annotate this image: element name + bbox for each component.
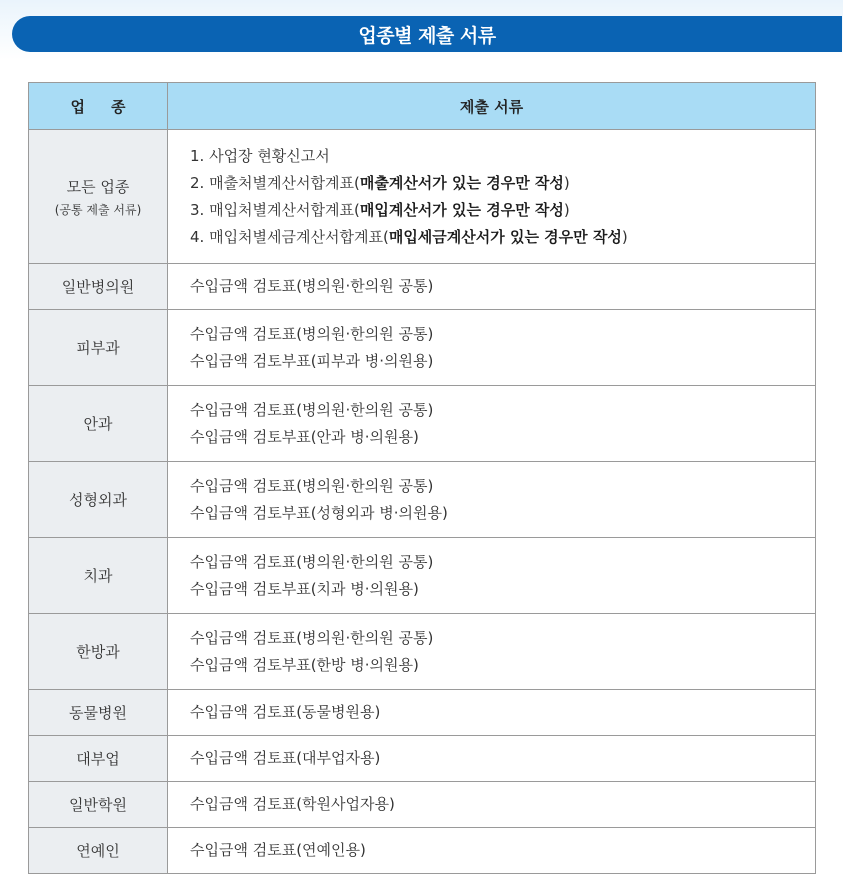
table-row xyxy=(29,264,816,310)
table-row xyxy=(29,614,816,690)
table-row-all-industries xyxy=(29,130,816,264)
industry-cell: 대부업 xyxy=(29,736,168,782)
document-line: 수입금액 검토표(연예인용) xyxy=(190,841,366,859)
industry-cell: 안과 xyxy=(29,386,168,462)
document-line: 수입금액 검토표(대부업자용) xyxy=(190,749,381,767)
document-line: 2. 매출처별계산서합계표(매출계산서가 있는 경우만 작성) xyxy=(190,173,570,192)
industry-cell: 피부과 xyxy=(29,310,168,386)
page-title: 업종별 제출 서류 xyxy=(12,16,842,52)
industry-cell: 치과 xyxy=(29,538,168,614)
documents-cell xyxy=(168,462,816,538)
document-line: 수입금액 검토부표(치과 병·의원용) xyxy=(190,579,419,598)
industry-label: 모든 업종 xyxy=(66,177,130,196)
documents-cell xyxy=(168,828,816,874)
document-line: 수입금액 검토표(학원사업자용) xyxy=(190,795,395,813)
document-line: 4. 매입처별세금계산서합계표(매입세금계산서가 있는 경우만 작성) xyxy=(190,227,628,246)
document-line: 수입금액 검토표(병의원·한의원 공통) xyxy=(190,476,434,495)
table-row xyxy=(29,736,816,782)
document-line: 1. 사업장 현황신고서 xyxy=(190,146,330,165)
industry-cell: 한방과 xyxy=(29,614,168,690)
document-line: 수입금액 검토표(병의원·한의원 공통) xyxy=(190,277,434,295)
table-row xyxy=(29,462,816,538)
documents-cell xyxy=(168,538,816,614)
industry-cell: 일반병의원 xyxy=(29,264,168,310)
document-line: 수입금액 검토부표(안과 병·의원용) xyxy=(190,427,419,446)
industry-cell: 연예인 xyxy=(29,828,168,874)
industry-cell: 동물병원 xyxy=(29,690,168,736)
documents-table xyxy=(28,82,816,874)
documents-cell xyxy=(168,386,816,462)
header-industry-char-2: 종 xyxy=(111,97,126,116)
industry-cell: 일반학원 xyxy=(29,782,168,828)
documents-cell xyxy=(168,736,816,782)
table-row xyxy=(29,690,816,736)
header-industry-char-1: 업 xyxy=(70,97,85,116)
documents-cell xyxy=(168,130,816,264)
documents-cell xyxy=(168,310,816,386)
documents-cell xyxy=(168,614,816,690)
document-line: 수입금액 검토부표(피부과 병·의원용) xyxy=(190,351,434,370)
industry-sublabel: (공통 제출 서류) xyxy=(54,202,142,217)
table-row xyxy=(29,782,816,828)
document-line: 수입금액 검토부표(한방 병·의원용) xyxy=(190,655,419,674)
document-line: 수입금액 검토부표(성형외과 병·의원용) xyxy=(190,503,448,522)
header-industry xyxy=(29,83,168,130)
document-line: 수입금액 검토표(동물병원용) xyxy=(190,703,381,721)
document-line: 수입금액 검토표(병의원·한의원 공통) xyxy=(190,324,434,343)
documents-cell xyxy=(168,690,816,736)
documents-cell xyxy=(168,264,816,310)
document-line: 수입금액 검토표(병의원·한의원 공통) xyxy=(190,552,434,571)
documents-cell xyxy=(168,782,816,828)
industry-cell: 성형외과 xyxy=(29,462,168,538)
table-row xyxy=(29,538,816,614)
industry-cell xyxy=(29,130,168,264)
document-line: 수입금액 검토표(병의원·한의원 공통) xyxy=(190,400,434,419)
table-row xyxy=(29,386,816,462)
table-row xyxy=(29,310,816,386)
document-line: 3. 매입처별계산서합계표(매입계산서가 있는 경우만 작성) xyxy=(190,200,570,219)
table-header-row xyxy=(29,83,816,130)
header-documents: 제출 서류 xyxy=(168,83,816,130)
table-row xyxy=(29,828,816,874)
document-line: 수입금액 검토표(병의원·한의원 공통) xyxy=(190,628,434,647)
